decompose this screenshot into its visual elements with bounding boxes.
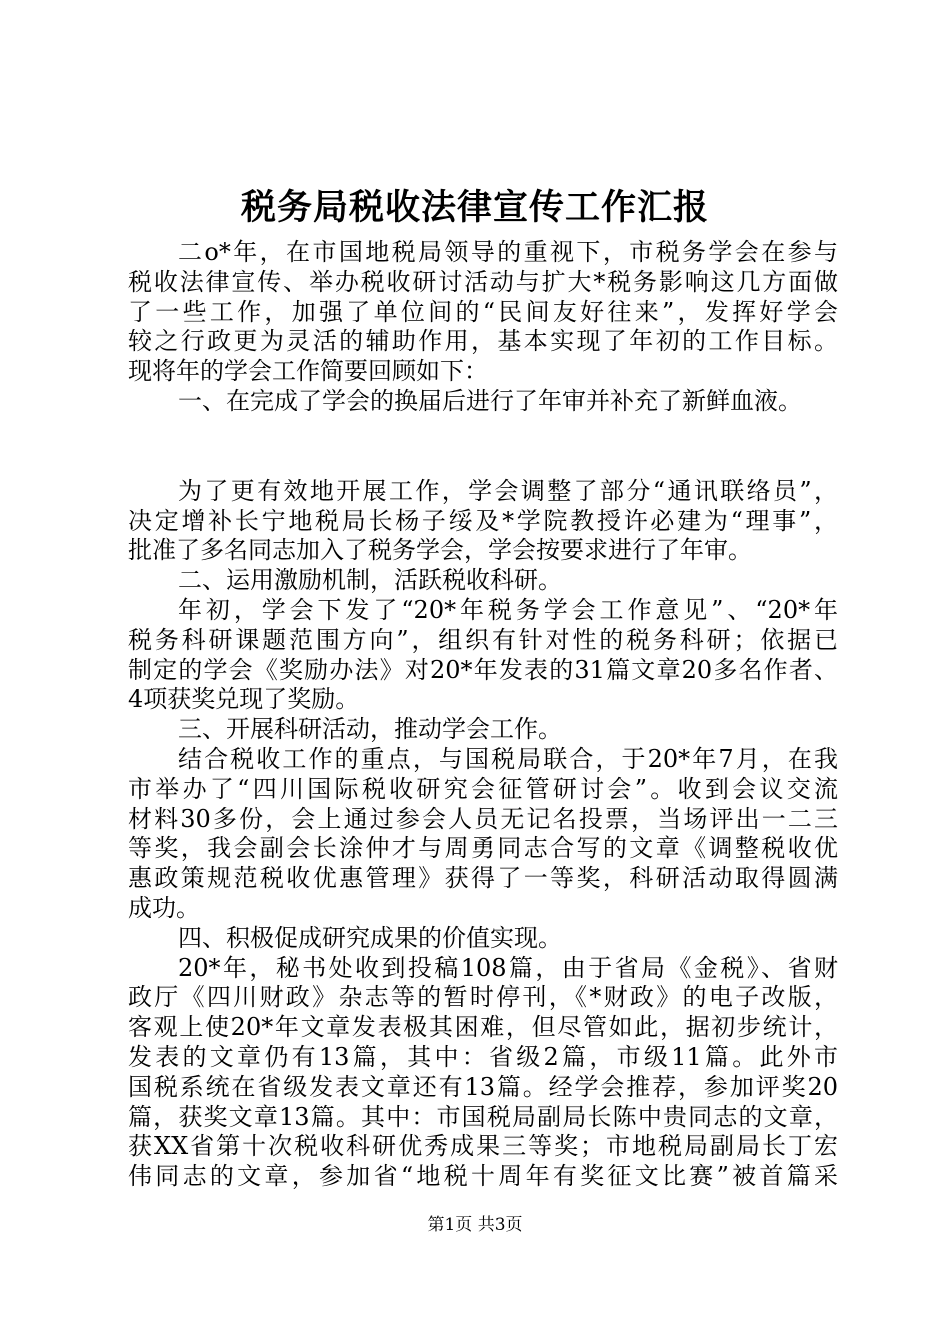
text-line: 制定的学会《奖励办法》对20*年发表的31篇文章20多名作者、 <box>128 655 838 684</box>
section-heading-1 <box>128 387 838 417</box>
paragraph-section-1 <box>128 477 838 566</box>
text-line: 较之行政更为灵活的辅助作用，基本实现了年初的工作目标。 <box>128 327 838 356</box>
paragraph-section-4 <box>128 954 838 1192</box>
section-heading-3 <box>128 715 838 745</box>
text-line: 发表的文章仍有13篇，其中：省级2篇，市级11篇。此外市 <box>128 1042 838 1071</box>
paragraph-intro <box>128 238 838 387</box>
text-line: 三、开展科研活动，推动学会工作。 <box>178 715 562 744</box>
text-line: 税收法律宣传、举办税收研讨活动与扩大*税务影响这几方面做 <box>128 267 838 296</box>
text-line: 惠政策规范税收优惠管理》获得了一等奖，科研活动取得圆满 <box>128 864 838 893</box>
text-line: 四、积极促成研究成果的价值实现。 <box>178 923 562 952</box>
text-line: 客观上使20*年文章发表极其困难，但尽管如此，据初步统计， <box>128 1013 838 1042</box>
text-line: 批准了多名同志加入了税务学会，学会按要求进行了年审。 <box>128 536 752 565</box>
text-line: 二、运用激励机制，活跃税收科研。 <box>178 566 562 595</box>
text-line: 结合税收工作的重点，与国税局联合，于20*年7月，在我 <box>178 744 838 773</box>
text-line: 年初，学会下发了“20*年税务学会工作意见”、“20*年 <box>178 595 838 624</box>
document-body <box>128 238 838 1192</box>
blank-gap <box>128 417 838 477</box>
text-line: 一、在完成了学会的换届后进行了年审并补充了新鲜血液。 <box>178 386 802 415</box>
text-line: 现将年的学会工作简要回顾如下： <box>128 357 488 386</box>
page-footer: 第1页 共3页 <box>427 1215 523 1235</box>
section-heading-4 <box>128 924 838 954</box>
text-line: 国税系统在省级发表文章还有13篇。经学会推荐，参加评奖20 <box>128 1072 838 1101</box>
text-line: 决定增补长宁地税局长杨子绥及*学院教授许必建为“理事”， <box>128 506 838 535</box>
text-line: 材料30多份，会上通过参会人员无记名投票，当场评出一二三 <box>128 804 838 833</box>
paragraph-section-3 <box>128 745 838 924</box>
text-line: 成功。 <box>128 893 200 922</box>
text-line: 税务科研课题范围方向”，组织有针对性的税务科研；依据已 <box>128 625 838 654</box>
text-line: 二o*年，在市国地税局领导的重视下，市税务学会在参与 <box>178 238 838 266</box>
text-line: 为了更有效地开展工作，学会调整了部分“通讯联络员”， <box>178 476 838 505</box>
text-line: 获XX省第十次税收科研优秀成果三等奖；市地税局副局长丁宏 <box>128 1132 838 1161</box>
text-line: 等奖，我会副会长涂仲才与周勇同志合写的文章《调整税收优 <box>128 834 838 863</box>
text-line: 政厅《四川财政》杂志等的暂时停刊，《*财政》的电子改版， <box>128 983 838 1012</box>
text-line: 篇，获奖文章13篇。其中：市国税局副局长陈中贵同志的文章， <box>128 1102 838 1131</box>
text-line: 伟同志的文章，参加省“地税十周年有奖征文比赛”被首篇采 <box>128 1162 838 1191</box>
text-line: 20*年，秘书处收到投稿108篇，由于省局《金税》、省财 <box>178 953 838 982</box>
text-line: 了一些工作，加强了单位间的“民间友好往来”，发挥好学会 <box>128 297 838 326</box>
text-line: 市举办了“四川国际税收研究会征管研讨会”。收到会议交流 <box>128 774 838 803</box>
paragraph-section-2 <box>128 596 838 715</box>
section-heading-2 <box>128 566 838 596</box>
document-title: 税务局税收法律宣传工作汇报 <box>240 187 709 228</box>
text-line: 4项获奖兑现了奖励。 <box>128 685 360 714</box>
